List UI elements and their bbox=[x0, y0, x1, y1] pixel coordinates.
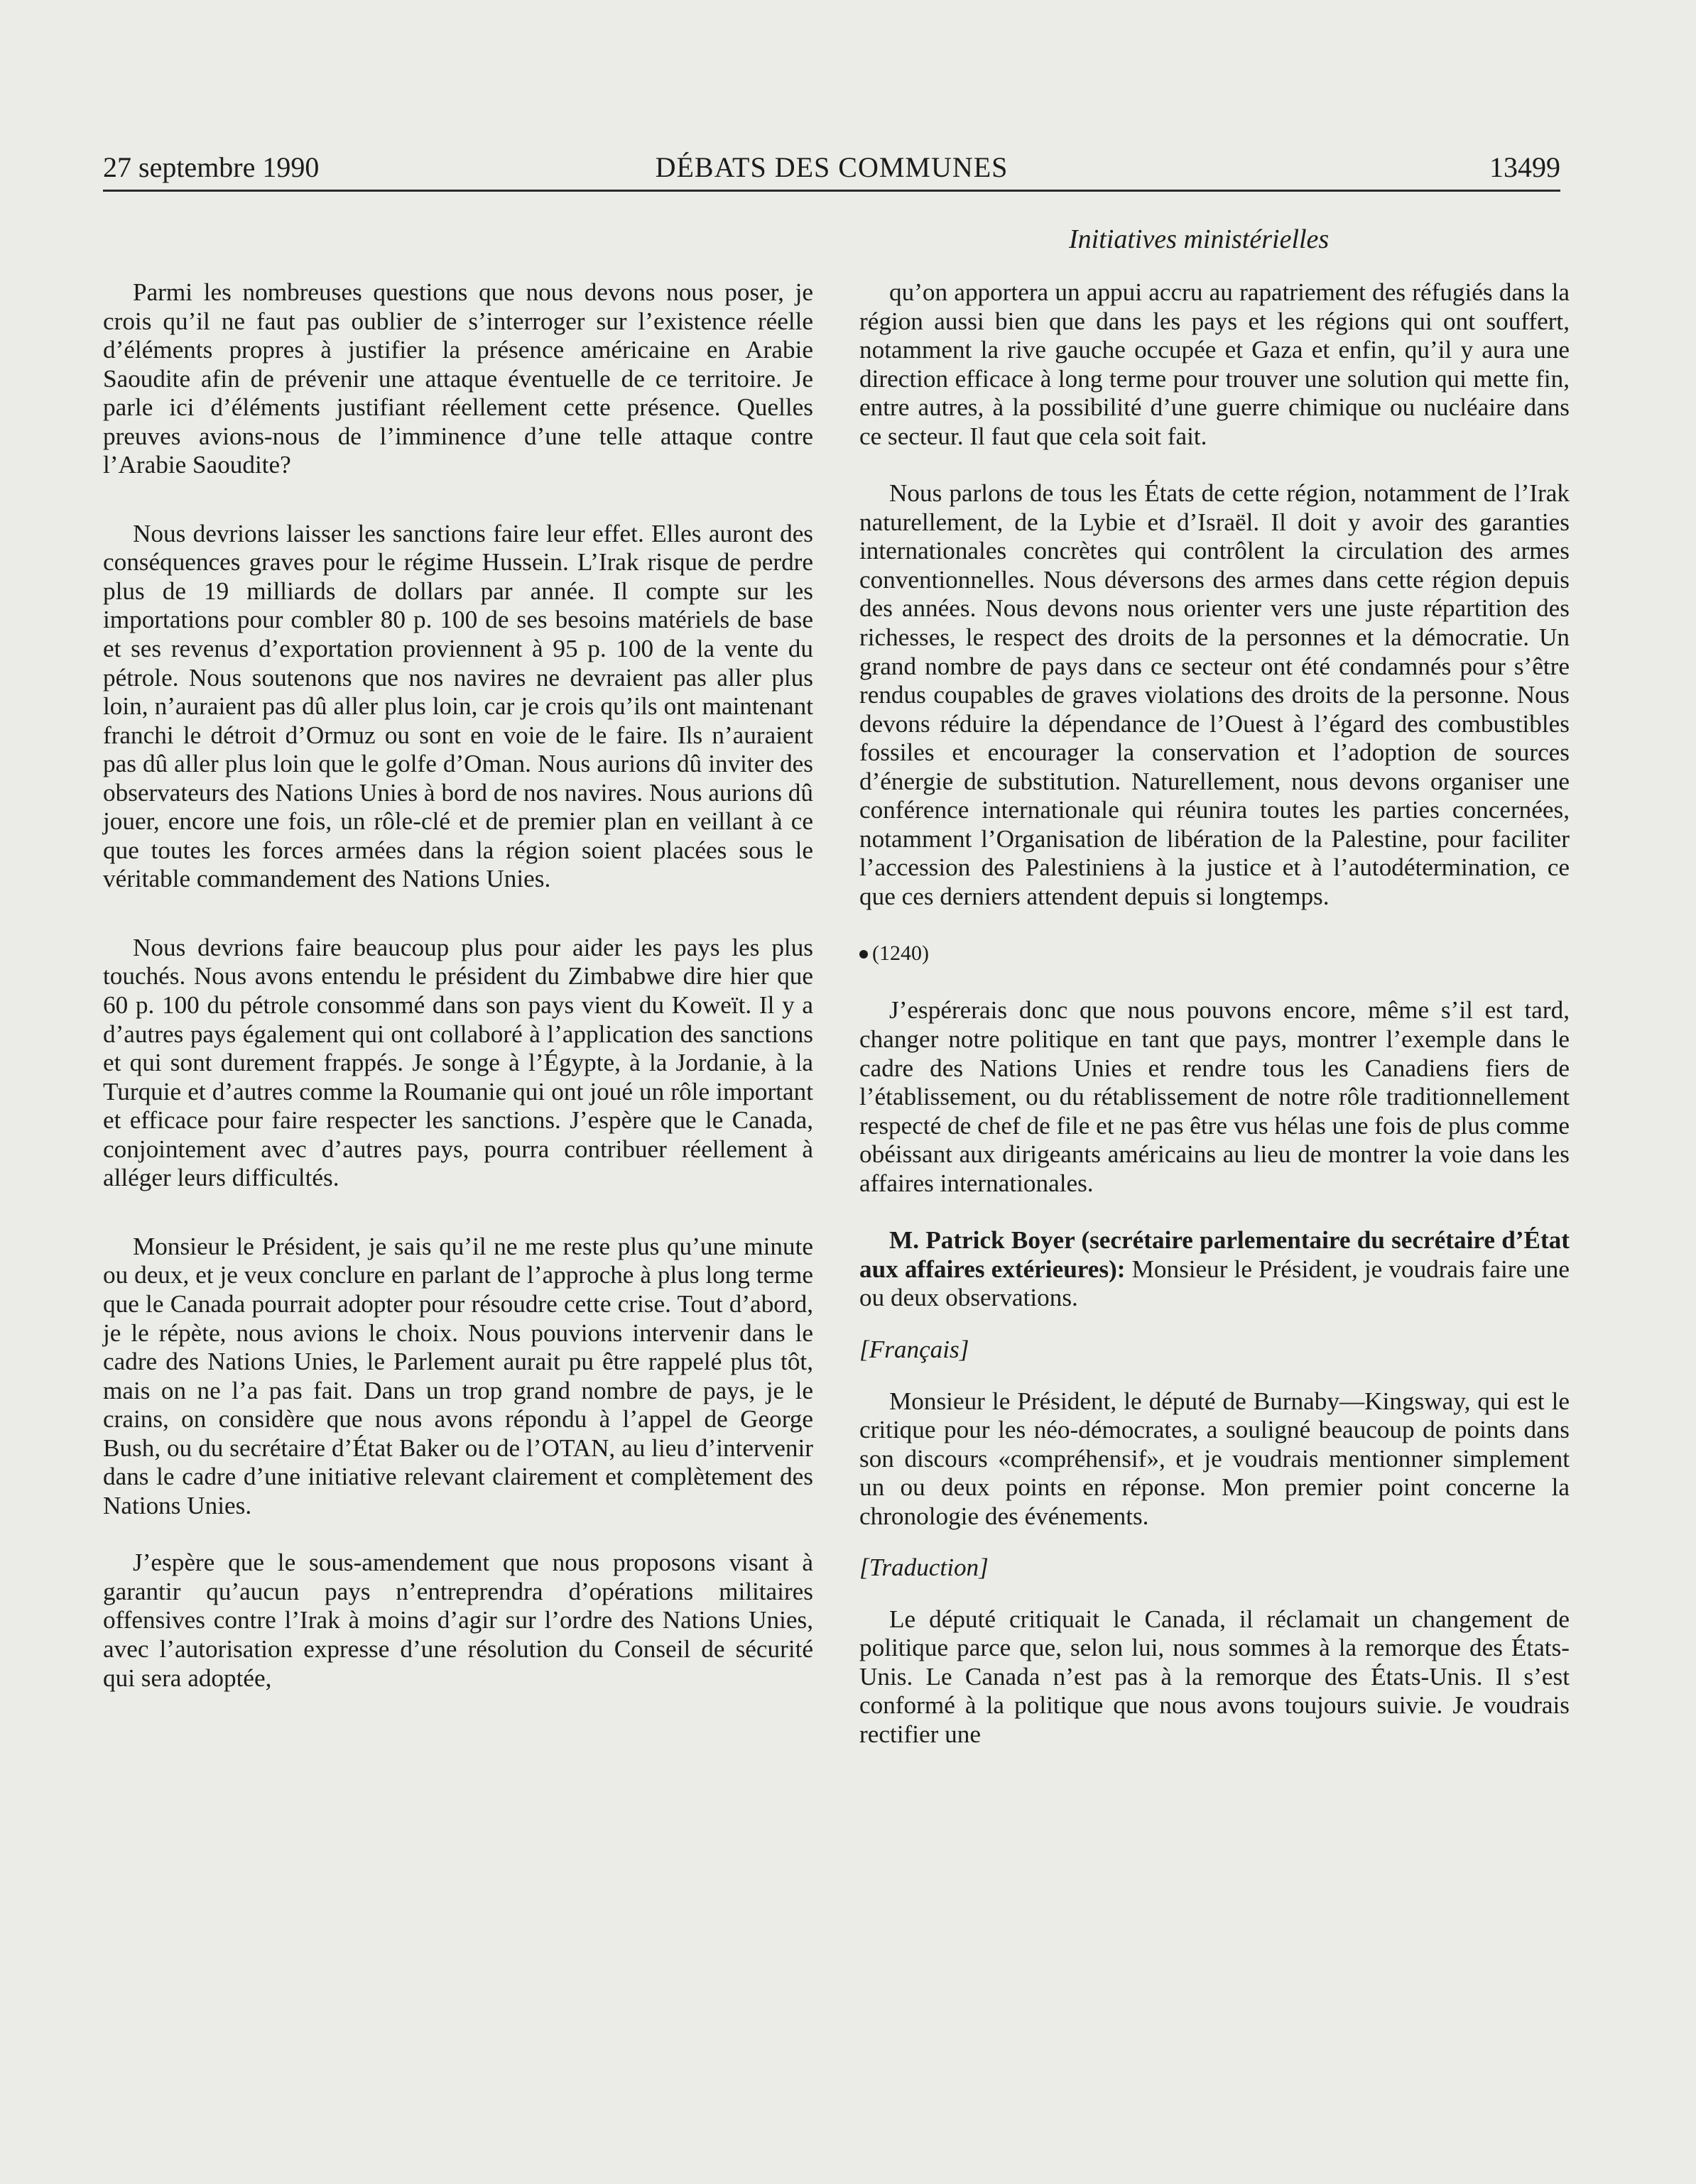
left-column bbox=[103, 278, 813, 1693]
paragraph: Nous parlons de tous les États de cette région, notamment de l’Irak naturellement, de la Lybie et d’Israël. Il doit y avoir des garanties internationales concrètes qui contrôlent la circulation des armes conventionnelles. Nous déversons des armes dans cette région depuis des années. Nous devons nous orienter vers une juste répartition des richesses, le respect des droits de la personnes et la démocratie. Un grand nombre de pays dans ce secteur ont été condamnés pour s’être rendus coupables de graves violations des droits de la personne. Nous devons réduire la dépendance de l’Ouest à l’égard des combustibles fossiles et encourager la conservation et l’adoption de sources d’énergie de substitution. Naturellement, nous devons organiser une conférence internationale qui réunira toutes les parties concernées, notamment l’Organisation de libération de la Palestine, pour faciliter l’accession des Palestiniens à la justice et à l’autodétermination, ce que ces derniers attendent depuis si longtemps. bbox=[859, 479, 1570, 910]
paragraph: Nous devrions faire beaucoup plus pour aider les pays les plus touchés. Nous avons entendu le président du Zimbabwe dire hier que 60 p. 100 du pétrole consommé dans son pays vient du Koweït. Il y a d’autres pays également qui ont collaboré à l’application des sanctions et qui sont durement frappés. Je songe à l’Égypte, à la Jordanie, à la Turquie et d’autres comme la Roumanie qui ont joué un rôle important et efficace pour faire respecter les sanctions. J’espère que le Canada, conjointement avec d’autres pays, pourra contribuer réellement à alléger leurs difficultés. bbox=[103, 933, 813, 1192]
speaker-text: Monsieur le Président, je voudrais faire une ou deux observations. bbox=[859, 1255, 1570, 1312]
section-label: Initiatives ministérielles bbox=[1069, 224, 1330, 254]
header-journal-title: DÉBATS DES COMMUNES bbox=[655, 151, 1009, 183]
paragraph: Le député critiquait le Canada, il réclamait un changement de politique parce que, selon lui, nous sommes à la remorque des États-Unis. Le Canada n’est pas à la remorque des États-Unis. Il s’est conformé à la politique que nous avons toujours suivie. Je voudrais rectifier une bbox=[859, 1605, 1570, 1748]
header-date: 27 septembre 1990 bbox=[103, 151, 320, 183]
time-marker-text: (1240) bbox=[872, 941, 929, 966]
header-page-number: 13499 bbox=[1489, 151, 1560, 183]
speaker-name: M. Patrick Boyer (secrétaire parlementaire du secrétaire d’État aux affaires extérieures): bbox=[859, 1226, 1570, 1283]
paragraph: Monsieur le Président, je sais qu’il ne me reste plus qu’une minute ou deux, et je veux conclure en parlant de l’approche à plus long terme que le Canada pourrait adopter pour résoudre cette crise. Tout d’abord, je le répète, nous avions le choix. Nous pouvions intervenir dans le cadre des Nations Unies, le Parlement aurait pu être rappelé plus tôt, mais on ne l’a pas fait. Dans un trop grand nombre de pays, je le crains, on considère que nous avons répondu à l’appel de George Bush, ou du secrétaire d’État Baker ou de l’OTAN, au lieu d’intervenir dans le cadre d’une initiative relevant clairement et complètement des Nations Unies. bbox=[103, 1232, 813, 1519]
language-tag-french: [Français] bbox=[859, 1335, 969, 1363]
paragraph: J’espère que le sous-amendement que nous proposons visant à garantir qu’aucun pays n’entreprendra d’opérations militaires offensives contre l’Irak à moins d’agir sur l’ordre des Nations Unies, avec l’autorisation expresse d’une résolution du Conseil de sécurité qui sera adoptée, bbox=[103, 1549, 813, 1692]
language-tag-translation: [Traduction] bbox=[859, 1554, 989, 1582]
bullet-icon bbox=[859, 950, 868, 959]
paragraph: Parmi les nombreuses questions que nous devons nous poser, je crois qu’il ne faut pas oublier de s’interroger sur l’existence réelle d’éléments propres à justifier la présence américaine en Arabie Saoudite afin de prévenir une attaque éventuelle de ce territoire. Je parle ici d’éléments justifiant réellement cette présence. Quelles preuves avions-nous de l’imminence d’une telle attaque contre l’Arabie Saoudite? bbox=[103, 278, 813, 479]
page-header bbox=[103, 146, 1560, 192]
time-marker bbox=[859, 939, 1570, 968]
paragraph: Monsieur le Président, le député de Burnaby—Kingsway, qui est le critique pour les néo-démocrates, a souligné beaucoup de points dans son discours «compréhensif», et je voudrais mentionner simplement un ou deux points en réponse. Mon premier point concerne la chronologie des événements. bbox=[859, 1387, 1570, 1530]
paragraph: qu’on apportera un appui accru au rapatriement des réfugiés dans la région aussi bien que dans les pays et les régions qui ont souffert, notamment la rive gauche occupée et Gaza et enfin, qu’il y aura une direction efficace à long terme pour trouver une solution qui mette fin, entre autres, à la possibilité d’une guerre chimique ou nucléaire dans ce secteur. Il faut que cela soit fait. bbox=[859, 278, 1570, 450]
right-column bbox=[859, 278, 1570, 1749]
paragraph-speaker bbox=[859, 1226, 1570, 1313]
paragraph: J’espérerais donc que nous pouvons encore, même s’il est tard, changer notre politique en tant que pays, montrer l’exemple dans le cadre des Nations Unies et rendre tous les Canadiens fiers de l’établissement, ou du rétablissement de notre rôle traditionnellement respecté de chef de file et ne pas être vus hélas une fois de plus comme obéissant aux dirigeants américains au lieu de montrer la voie dans les affaires internationales. bbox=[859, 996, 1570, 1197]
paragraph: Nous devrions laisser les sanctions faire leur effet. Elles auront des conséquences graves pour le régime Hussein. L’Irak risque de perdre plus de 19 milliards de dollars par année. Il compte sur les importations pour combler 80 p. 100 de ses besoins matériels de base et ses revenus d’exportation proviennent à 95 p. 100 de la vente du pétrole. Nous soutenons que nos navires ne devraient pas aller plus loin, n’auraient pas dû aller plus loin, car je crois qu’ils ont maintenant franchi le détroit d’Ormuz ou sont en voie de le faire. Ils n’auraient pas dû aller plus loin que le golfe d’Oman. Nous aurions dû inviter des observateurs des Nations Unies à bord de nos navires. Nous aurions dû jouer, encore une fois, un rôle-clé et de premier plan en veillant à ce que toutes les forces armées dans la région soient placées sous le véritable commandement des Nations Unies. bbox=[103, 519, 813, 893]
